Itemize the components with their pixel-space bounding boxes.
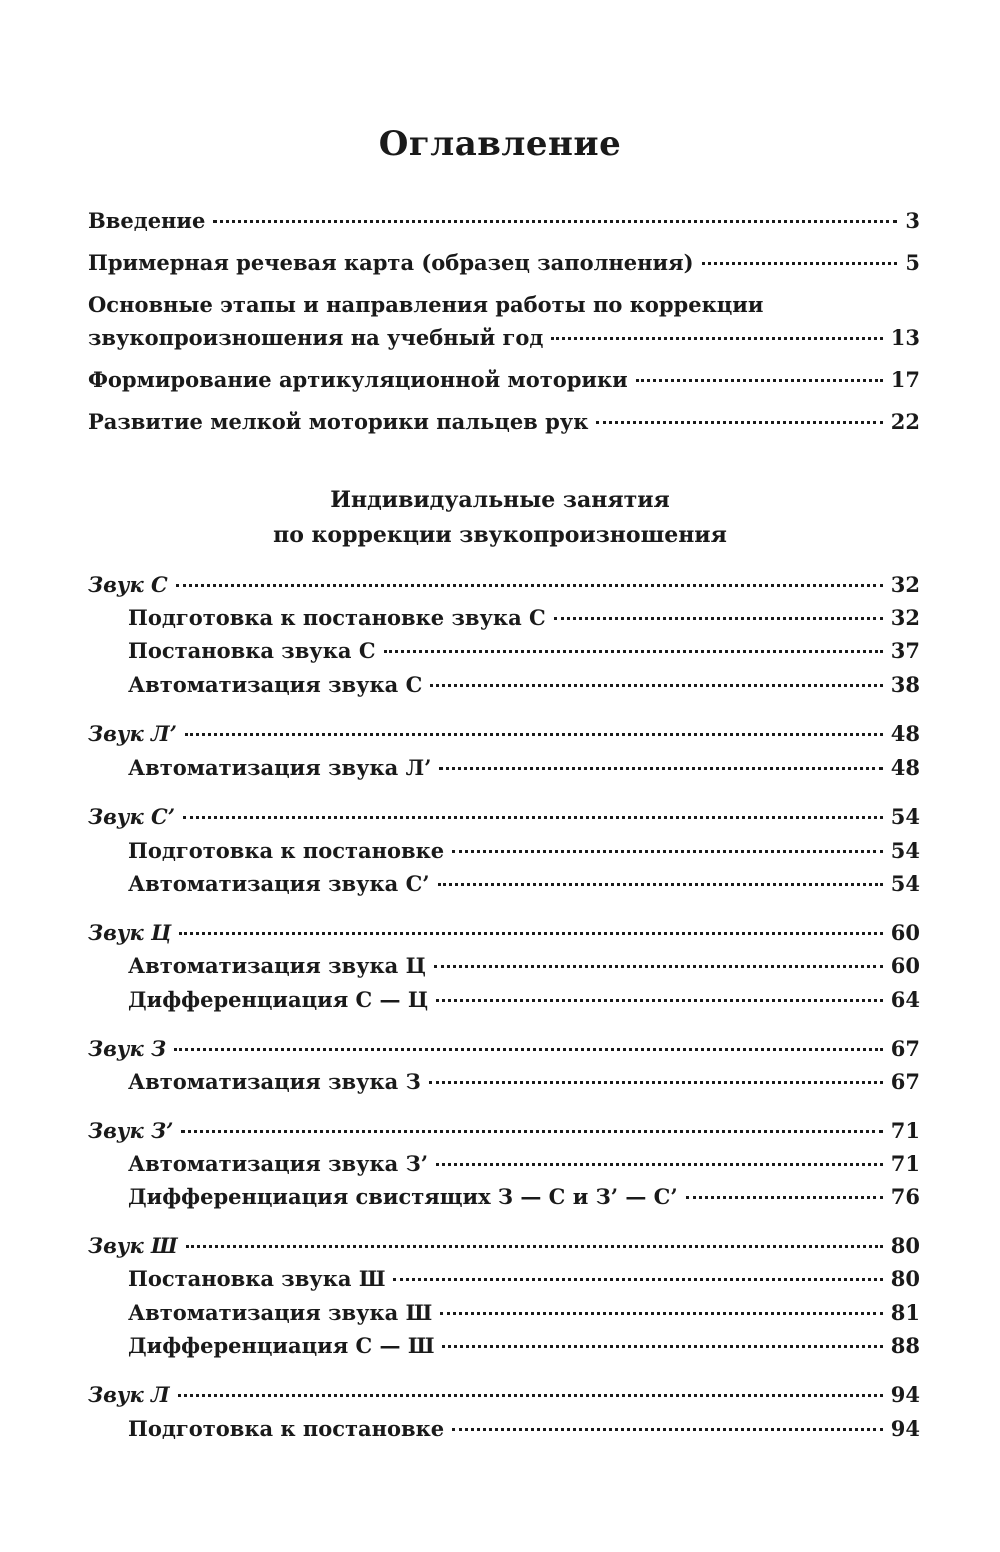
entry-page: 54 <box>890 804 920 829</box>
toc-group-heading <box>88 1382 920 1408</box>
entry-label: звукопроизношения на учебный год <box>88 325 544 350</box>
entry-page: 80 <box>890 1233 920 1258</box>
toc-subentry <box>128 838 920 864</box>
entry-page: 71 <box>890 1151 920 1176</box>
toc-subentry <box>128 605 920 631</box>
dot-leader <box>452 1428 883 1431</box>
toc-subentry <box>128 1151 920 1177</box>
toc-subentry <box>128 1333 920 1359</box>
entry-label: Автоматизация звука Л’ <box>128 755 432 780</box>
toc-subentry <box>128 1069 920 1095</box>
dot-leader <box>429 1081 883 1084</box>
entry-label: Звук Ц <box>88 920 172 945</box>
toc-subentry <box>128 953 920 979</box>
dot-leader <box>440 1312 883 1315</box>
entry-page: 32 <box>890 572 920 597</box>
dot-leader <box>213 220 897 223</box>
entry-page: 80 <box>890 1266 920 1291</box>
entry-label: Подготовка к постановке <box>128 1416 445 1441</box>
dot-leader <box>452 850 883 853</box>
toc-subentry <box>128 1266 920 1292</box>
entry-label: Автоматизация звука З’ <box>128 1151 429 1176</box>
dot-leader <box>438 883 883 886</box>
entry-label: Подготовка к постановке <box>128 838 445 863</box>
toc-subentry <box>128 1416 920 1442</box>
entry-page: 67 <box>890 1069 920 1094</box>
dot-leader <box>179 932 882 935</box>
dot-leader <box>181 1130 882 1133</box>
entry-label: Дифференциация С — Ц <box>128 987 429 1012</box>
section-heading-line1: Индивидуальные занятия <box>330 487 670 513</box>
entry-page: 3 <box>905 208 920 233</box>
entry-label: Звук С <box>88 572 168 597</box>
toc-subentry <box>128 1300 920 1326</box>
dot-leader <box>430 684 882 687</box>
entry-page: 48 <box>890 721 920 746</box>
toc-group-heading <box>88 804 920 830</box>
dot-leader <box>551 337 882 340</box>
toc-group-heading <box>88 1036 920 1062</box>
entry-page: 22 <box>890 409 920 434</box>
entry-label: Автоматизация звука З <box>128 1069 421 1094</box>
entry-page: 48 <box>890 755 920 780</box>
entry-page: 64 <box>890 987 920 1012</box>
entry-page: 38 <box>890 672 920 697</box>
entry-label: Автоматизация звука Ш <box>128 1300 433 1325</box>
toc-subentry <box>128 1184 920 1210</box>
dot-leader <box>436 999 883 1002</box>
dot-leader <box>439 767 882 770</box>
entry-label: Дифференциация свистящих З — С и З’ — С’ <box>128 1184 678 1209</box>
entry-page: 13 <box>890 325 920 350</box>
entry-page: 54 <box>890 871 920 896</box>
toc-entry-speech-card <box>88 250 920 276</box>
entry-label: Автоматизация звука Ц <box>128 953 426 978</box>
toc-entry-line: Основные этапы и направления работы по коррекции <box>88 292 764 317</box>
entry-label: Формирование артикуляционной моторики <box>88 367 628 392</box>
entry-label: Звук З <box>88 1036 167 1061</box>
dot-leader <box>434 965 883 968</box>
entry-page: 5 <box>905 250 920 275</box>
dot-leader <box>185 733 883 736</box>
entry-page: 76 <box>890 1184 920 1209</box>
toc-group-heading <box>88 572 920 598</box>
toc-subentry <box>128 672 920 698</box>
dot-leader <box>393 1278 882 1281</box>
toc-subentry <box>128 987 920 1013</box>
dot-leader <box>554 617 883 620</box>
entry-label: Дифференциация С — Ш <box>128 1333 435 1358</box>
entry-page: 17 <box>890 367 920 392</box>
dot-leader <box>186 1245 883 1248</box>
toc-entry-articulation <box>88 367 920 393</box>
entry-label: Звук З’ <box>88 1118 174 1143</box>
entry-page: 81 <box>890 1300 920 1325</box>
entry-label: Звук Л <box>88 1382 170 1407</box>
entry-label: Постановка звука Ш <box>128 1266 386 1291</box>
section-heading-line2: по коррекции звукопроизношения <box>273 522 727 548</box>
entry-label: Автоматизация звука С <box>128 672 423 697</box>
dot-leader <box>384 650 883 653</box>
entry-page: 67 <box>890 1036 920 1061</box>
toc-group-heading <box>88 1118 920 1144</box>
dot-leader <box>178 1394 883 1397</box>
entry-label: Введение <box>88 208 206 233</box>
entry-page: 88 <box>890 1333 920 1358</box>
entry-label: Постановка звука С <box>128 638 376 663</box>
toc-group-heading <box>88 920 920 946</box>
entry-label: Звук Ш <box>88 1233 178 1258</box>
toc-subentry <box>128 638 920 664</box>
entry-page: 32 <box>890 605 920 630</box>
dot-leader <box>174 1048 883 1051</box>
entry-label: Примерная речевая карта (образец заполнения) <box>88 250 694 275</box>
entry-page: 94 <box>890 1416 920 1441</box>
toc-entry-fine-motor <box>88 409 920 435</box>
toc-group-heading <box>88 721 920 747</box>
page-title: Оглавление <box>378 124 622 164</box>
entry-label: Развитие мелкой моторики пальцев рук <box>88 409 589 434</box>
dot-leader <box>686 1196 883 1199</box>
entry-page: 37 <box>890 638 920 663</box>
entry-page: 60 <box>890 920 920 945</box>
dot-leader <box>436 1163 883 1166</box>
dot-leader <box>702 262 898 265</box>
toc-subentry <box>128 755 920 781</box>
toc-entry-main-stages <box>88 325 920 351</box>
entry-label: Звук С’ <box>88 804 176 829</box>
entry-page: 54 <box>890 838 920 863</box>
dot-leader <box>176 584 883 587</box>
entry-label: Подготовка к постановке звука С <box>128 605 546 630</box>
toc-group-heading <box>88 1233 920 1259</box>
toc-subentry <box>128 871 920 897</box>
entry-page: 71 <box>890 1118 920 1143</box>
dot-leader <box>442 1345 882 1348</box>
entry-page: 60 <box>890 953 920 978</box>
dot-leader <box>636 379 883 382</box>
entry-label: Автоматизация звука С’ <box>128 871 430 896</box>
toc-entry-introduction <box>88 208 920 234</box>
dot-leader <box>183 816 883 819</box>
dot-leader <box>596 421 882 424</box>
entry-label: Звук Л’ <box>88 721 177 746</box>
entry-page: 94 <box>890 1382 920 1407</box>
